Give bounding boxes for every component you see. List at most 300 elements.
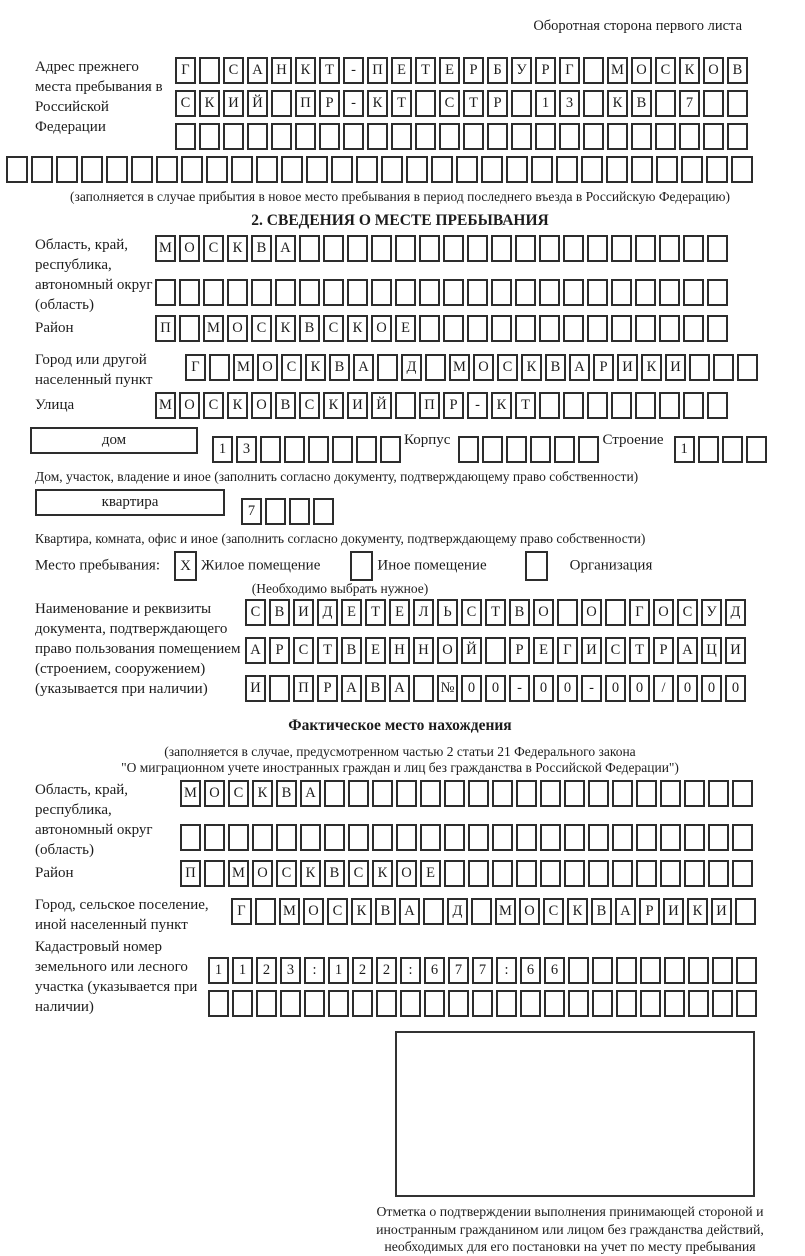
char-cell: В [329,354,350,381]
char-cell [515,315,536,342]
char-cell [563,392,584,419]
char-cell: У [701,599,722,626]
char-cell [395,392,416,419]
char-cell [683,315,704,342]
char-cell [199,57,220,84]
char-cell: С [461,599,482,626]
char-cell: В [269,599,290,626]
char-cell [683,392,704,419]
char-cell: М [155,235,176,262]
char-cell: О [437,637,458,664]
fact-gorod-cells [231,898,759,928]
char-cell: К [607,90,628,117]
char-cell [492,860,513,887]
char-cell [535,123,556,150]
char-cell [492,780,513,807]
char-cell [736,990,757,1017]
char-cell: Р [463,57,484,84]
char-cell [708,860,729,887]
section2-title: 2. СВЕДЕНИЯ О МЕСТЕ ПРЕБЫВАНИЯ [251,212,549,229]
char-cell [319,123,340,150]
char-cell: И [223,90,244,117]
char-cell [612,824,633,851]
stamp-box [395,1031,755,1197]
char-cell [707,279,728,306]
char-cell [588,780,609,807]
char-cell [199,123,220,150]
char-cell: Т [365,599,386,626]
char-cell [396,780,417,807]
char-cell: А [247,57,268,84]
char-cell [708,824,729,851]
char-cell: 7 [472,957,493,984]
char-cell: Т [317,637,338,664]
char-cell [419,235,440,262]
doc-line-2 [245,637,749,667]
char-cell: 0 [629,675,650,702]
char-cell: В [509,599,530,626]
char-cell: А [615,898,636,925]
char-cell: С [605,637,626,664]
char-cell: С [497,354,518,381]
char-cell: 2 [256,957,277,984]
char-cell [611,279,632,306]
stroenie-cells [674,436,770,466]
char-cell [424,990,445,1017]
row-kadastr [0,937,800,1023]
char-cell [280,990,301,1017]
char-cell [281,156,303,183]
opt-org-label: Организация [569,557,653,574]
char-cell: С [245,599,266,626]
char-cell [731,156,753,183]
char-cell [31,156,53,183]
char-cell [304,990,325,1017]
char-cell: С [228,780,249,807]
checkbox-org [525,551,548,581]
char-cell: 1 [535,90,556,117]
char-cell [419,279,440,306]
char-cell: Р [319,90,340,117]
char-cell [635,279,656,306]
char-cell [684,860,705,887]
char-cell [607,123,628,150]
char-cell [323,235,344,262]
char-cell [252,824,273,851]
char-cell [563,315,584,342]
char-cell [556,156,578,183]
char-cell [439,123,460,150]
char-cell: : [400,957,421,984]
char-cell [231,156,253,183]
char-cell: В [251,235,272,262]
fact-title: Фактическое место нахождения [288,717,512,734]
char-cell [352,990,373,1017]
char-cell: П [155,315,176,342]
char-cell [664,990,685,1017]
char-cell: А [353,354,374,381]
char-cell: С [203,392,224,419]
char-cell [722,436,743,463]
char-cell [698,436,719,463]
char-cell [564,860,585,887]
char-cell: - [581,675,602,702]
char-cell: Й [247,90,268,117]
char-cell [251,279,272,306]
char-cell [313,498,334,525]
dom-cells [212,436,404,466]
char-cell [419,315,440,342]
char-cell [616,990,637,1017]
char-cell: 1 [208,957,229,984]
char-cell [482,436,503,463]
char-cell: К [641,354,662,381]
char-cell [703,123,724,150]
char-cell: Н [413,637,434,664]
char-cell [271,90,292,117]
char-cell: Л [413,599,434,626]
raion-cells [155,315,731,345]
char-cell [588,860,609,887]
char-cell [295,123,316,150]
char-cell: О [396,860,417,887]
char-cell [472,990,493,1017]
char-cell: Т [515,392,536,419]
row-doc [0,599,800,708]
char-cell: 0 [605,675,626,702]
fact-note-1: (заполняется в случае, предусмотренном частью 2 статьи 21 Федерального закона [164,744,636,759]
fact-oblast-line-1 [180,780,756,810]
char-cell: И [245,675,266,702]
char-cell: В [365,675,386,702]
char-cell: А [569,354,590,381]
char-cell [367,123,388,150]
char-cell [616,957,637,984]
char-cell [299,235,320,262]
prev-address-line-3 [175,123,751,153]
char-cell [348,824,369,851]
char-cell: 6 [544,957,565,984]
char-cell: Е [420,860,441,887]
char-cell [463,123,484,150]
char-cell [491,315,512,342]
char-cell [376,990,397,1017]
char-cell: О [581,599,602,626]
char-cell: К [323,392,344,419]
char-cell: О [179,392,200,419]
char-cell [260,436,281,463]
char-cell: Г [559,57,580,84]
char-cell: С [203,235,224,262]
char-cell [377,354,398,381]
char-cell [106,156,128,183]
char-cell [256,990,277,1017]
char-cell [485,637,506,664]
char-cell: - [509,675,530,702]
char-cell: В [727,57,748,84]
char-cell [656,156,678,183]
row-mesto [0,551,800,581]
char-cell [707,235,728,262]
char-cell: № [437,675,458,702]
char-cell [247,123,268,150]
char-cell [444,860,465,887]
char-cell [372,824,393,851]
char-cell: В [276,780,297,807]
char-cell [578,436,599,463]
kadastr-cells [208,957,760,1023]
char-cell [611,315,632,342]
oblast-line-2 [155,279,731,309]
doc-cells [245,599,749,708]
oblast-label: Область, край, республика, автономный округ (область) [35,237,153,313]
char-cell [587,315,608,342]
char-cell: М [233,354,254,381]
char-cell [568,957,589,984]
fact-gorod-label: Город, сельское поселение, иной населенный пункт [35,897,209,933]
char-cell [746,436,767,463]
kadastr-line-1 [208,957,760,987]
char-cell [708,780,729,807]
char-cell [544,990,565,1017]
char-cell: В [275,392,296,419]
char-cell [458,436,479,463]
char-cell: Т [463,90,484,117]
char-cell: Р [443,392,464,419]
prev-address-line-4 [0,156,800,186]
char-cell [612,860,633,887]
char-cell [587,235,608,262]
char-cell: О [703,57,724,84]
char-cell [611,392,632,419]
char-cell [425,354,446,381]
char-cell: О [303,898,324,925]
char-cell: Т [485,599,506,626]
char-cell: О [533,599,554,626]
char-cell [306,156,328,183]
row-oblast [0,235,800,315]
char-cell [420,780,441,807]
char-cell [732,824,753,851]
char-cell [81,156,103,183]
char-cell: П [367,57,388,84]
char-cell [209,354,230,381]
char-cell [372,780,393,807]
char-cell: Р [509,637,530,664]
char-cell: М [180,780,201,807]
char-cell: / [653,675,674,702]
char-cell: В [341,637,362,664]
prev-address-cells [175,57,751,156]
char-cell: 0 [677,675,698,702]
stamp-caption: Отметка о подтверждении выполнения принимающей стороной и иностранным гражданином или лицом без гражданства действий, необходимых для его постановки на учет по месту пребывания [376,1204,764,1254]
char-cell [415,90,436,117]
char-cell [223,123,244,150]
char-cell: О [519,898,540,925]
checkbox-zhiloe: X [174,551,197,581]
char-cell [564,824,585,851]
char-cell [324,824,345,851]
char-cell: Е [395,315,416,342]
char-cell: Т [391,90,412,117]
char-cell: О [227,315,248,342]
oblast-cells [155,235,731,312]
char-cell [324,780,345,807]
char-cell: 0 [461,675,482,702]
row-prev-address [0,57,800,156]
mesto-note: (Необходимо выбрать нужное) [251,581,429,596]
char-cell: Г [175,57,196,84]
char-cell [323,279,344,306]
char-cell [688,957,709,984]
char-cell [655,90,676,117]
char-cell [516,860,537,887]
char-cell [640,990,661,1017]
char-cell [471,898,492,925]
dom-note: Дом, участок, владение и иное (заполнить согласно документу, подтверждающему право собственности) [35,469,639,484]
char-cell [689,354,710,381]
char-cell: В [631,90,652,117]
char-cell: С [327,898,348,925]
char-cell [587,392,608,419]
char-cell: С [175,90,196,117]
char-cell [511,123,532,150]
char-cell: С [543,898,564,925]
char-cell: Е [533,637,554,664]
char-cell [635,392,656,419]
char-cell: К [521,354,542,381]
char-cell [181,156,203,183]
char-cell [332,436,353,463]
char-cell: О [653,599,674,626]
char-cell: П [419,392,440,419]
char-cell: О [371,315,392,342]
doc-line-3 [245,675,749,705]
char-cell [587,279,608,306]
char-cell [203,279,224,306]
char-cell: А [275,235,296,262]
char-cell [611,235,632,262]
char-cell: С [223,57,244,84]
char-cell: К [305,354,326,381]
char-cell: С [323,315,344,342]
char-cell: Р [269,637,290,664]
char-cell [506,156,528,183]
kadastr-label: Кадастровый номер земельного или лесного участка (указывается при наличии) [35,939,198,1015]
char-cell: А [245,637,266,664]
ulitsa-cells [155,392,731,422]
char-cell: 1 [232,957,253,984]
char-cell: 7 [679,90,700,117]
char-cell: С [293,637,314,664]
char-cell [395,235,416,262]
char-cell [468,780,489,807]
char-cell: И [711,898,732,925]
fact-oblast-cells [180,780,756,857]
char-cell: О [473,354,494,381]
char-cell [684,780,705,807]
char-cell: 1 [674,436,695,463]
char-cell [636,860,657,887]
char-cell [583,123,604,150]
char-cell: Р [593,354,614,381]
char-cell [131,156,153,183]
prev-address-line-2 [175,90,751,120]
char-cell [308,436,329,463]
doc-label: Наименование и реквизиты документа, подтверждающего право пользования помещением (строением, сооружением) (указывается при наличии) [35,601,241,697]
char-cell: Е [391,57,412,84]
char-cell [487,123,508,150]
char-cell [413,675,434,702]
char-cell [640,957,661,984]
char-cell [328,990,349,1017]
char-cell [420,824,441,851]
char-cell: 2 [376,957,397,984]
char-cell [56,156,78,183]
char-cell [581,156,603,183]
char-cell [540,860,561,887]
char-cell: И [725,637,746,664]
char-cell: 3 [559,90,580,117]
gorod-label: Город или другой населенный пункт [35,352,153,388]
char-cell: П [293,675,314,702]
char-cell [269,675,290,702]
char-cell: О [251,392,272,419]
oblast-line-1 [155,235,731,265]
char-cell [539,315,560,342]
char-cell: О [252,860,273,887]
char-cell [289,498,310,525]
char-cell: С [655,57,676,84]
kvartira-box: квартира [35,489,225,516]
char-cell [563,279,584,306]
char-cell: Д [447,898,468,925]
char-cell [703,90,724,117]
row-fact-raion [0,860,800,893]
char-cell: К [199,90,220,117]
char-cell [371,235,392,262]
char-cell: Р [653,637,674,664]
char-cell [539,235,560,262]
char-cell: 0 [485,675,506,702]
char-cell [683,279,704,306]
char-cell: И [617,354,638,381]
char-cell [659,315,680,342]
char-cell: С [281,354,302,381]
char-cell [612,780,633,807]
char-cell: К [687,898,708,925]
char-cell [540,824,561,851]
char-cell [443,279,464,306]
char-cell: Г [185,354,206,381]
char-cell: М [279,898,300,925]
prev-address-line-1 [175,57,751,87]
char-cell [443,315,464,342]
char-cell [208,990,229,1017]
char-cell [179,315,200,342]
char-cell [583,90,604,117]
char-cell: Т [319,57,340,84]
row-ulitsa [0,392,800,425]
char-cell: М [495,898,516,925]
char-cell [395,279,416,306]
kvartira-note: Квартира, комната, офис и иное (заполнить согласно документу, подтверждающему право собственности) [35,531,646,546]
char-cell: У [511,57,532,84]
char-cell: Д [401,354,422,381]
opt-inoe-label: Иное помещение [377,557,487,574]
char-cell [448,990,469,1017]
char-cell [343,123,364,150]
